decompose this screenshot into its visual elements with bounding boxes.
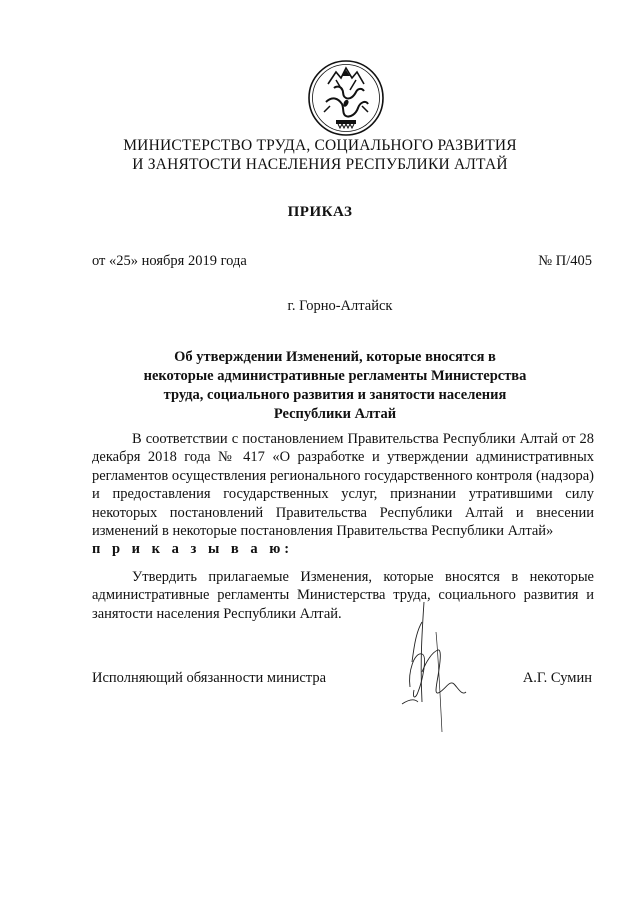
signatory-role: Исполняющий обязанности министра xyxy=(92,670,327,686)
order-word: п р и к а з ы в а ю: xyxy=(92,541,294,558)
signatory-name: А.Г. Сумин xyxy=(522,670,592,686)
ministry-name-line2: И ЗАНЯТОСТИ НАСЕЛЕНИЯ РЕСПУБЛИКИ АЛТАЙ xyxy=(132,156,508,173)
document-type: ПРИКАЗ xyxy=(287,204,353,220)
document-date: от «25» ноября 2019 года xyxy=(92,253,247,269)
paragraph1-text: В соответствии с постановлением Правительства Республики Алтай от 28 декабря 2018 года № 417 «О разработке и утверждении административных регламентов осуществления регионального государственного контроля (надзора) и предоставления государственных услуг, признании утратившими силу некоторых постановлений Правительства Республики Алтай и внесении изменений в некоторые постановления Правительства Республики Алтай» xyxy=(92,431,594,540)
document-number: № П/405 xyxy=(538,253,592,269)
document-city: г. Горно-Алтайск xyxy=(287,298,393,314)
body-paragraph-2 xyxy=(92,568,594,623)
body-paragraph-1 xyxy=(92,430,594,559)
document-subject: Об утверждении Изменений, которые вносятся в некоторые административные регламенты Министерства труда, социального развития и занятости населения Республики Алтай xyxy=(143,349,527,422)
handwritten-signature-icon xyxy=(392,592,482,742)
paragraph2-text: Утвердить прилагаемые Изменения, которые вносятся в некоторые административные регламенты Министерства труда, социального развития и занятости населения Республики Алтай. xyxy=(92,569,594,622)
ministry-name-line1: МИНИСТЕРСТВО ТРУДА, СОЦИАЛЬНОГО РАЗВИТИЯ xyxy=(123,137,517,154)
coat-of-arms-icon xyxy=(306,58,386,138)
